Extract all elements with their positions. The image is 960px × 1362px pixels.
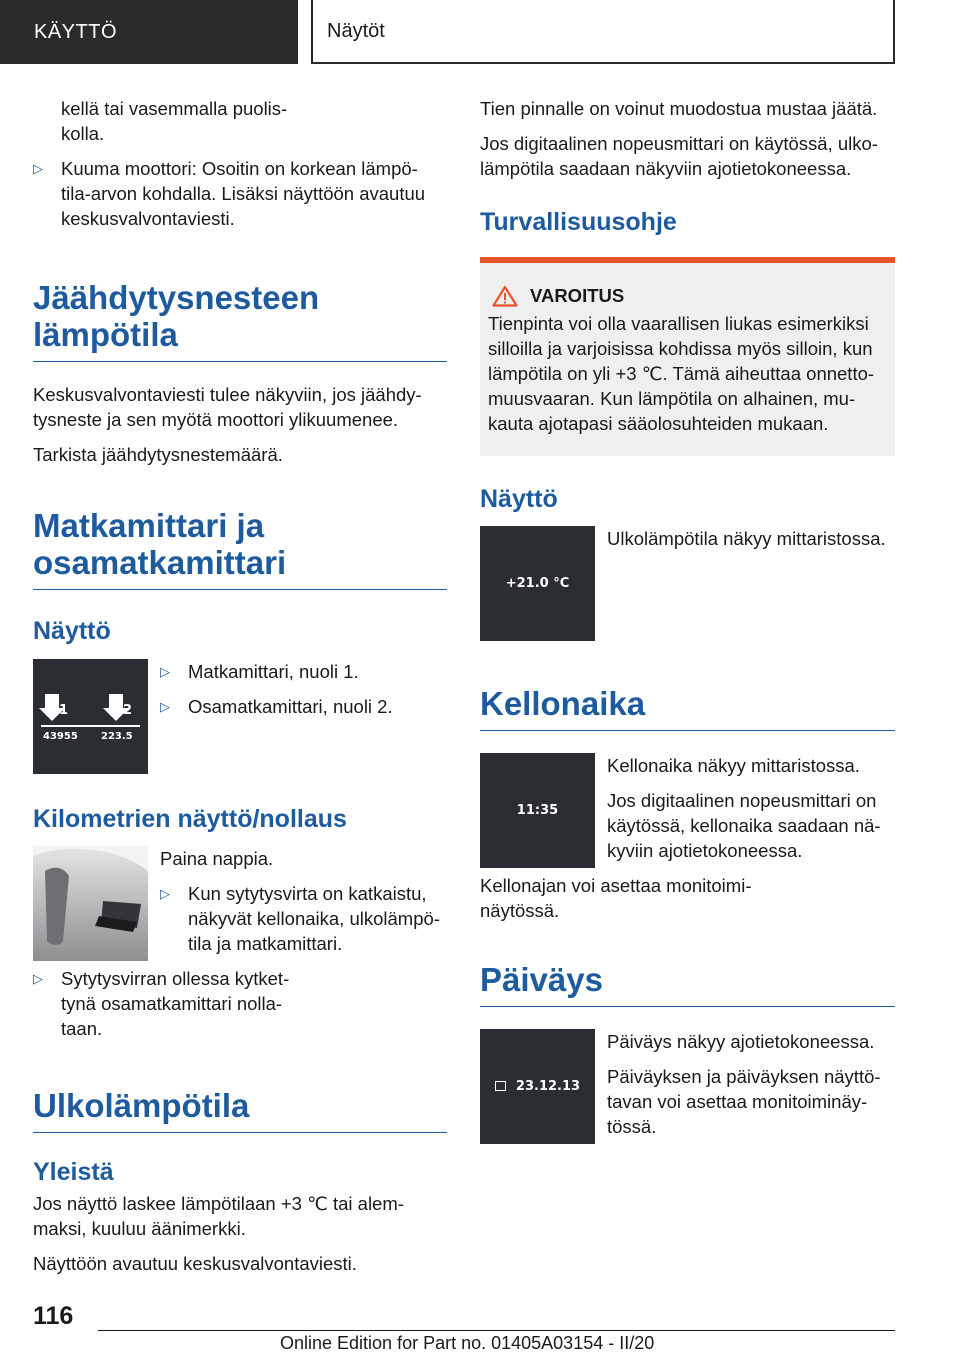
- list-item: [33, 966, 447, 1041]
- header-section-label: KÄYTTÖ: [34, 20, 118, 43]
- safety-subheading: Turvallisuusohje: [480, 208, 677, 236]
- clock-block: [480, 753, 895, 933]
- list-item-text: Kuuma moottori: Osoitin on korkean lämpö- tila-arvon kohdalla. Lisäksi näyttöön avautuu keskusvalvontaviesti.: [61, 158, 426, 229]
- list-item: [33, 156, 447, 231]
- warning-box: [480, 257, 895, 456]
- display-paragraph: Ulkolämpötila näkyy mittaristossa.: [607, 528, 886, 549]
- coolant-paragraph: Keskusvalvontaviesti tulee näkyviin, jos jäähdy- tysneste ja sen myötä moottori ylikuumenee.: [33, 384, 422, 430]
- display-subheading: Näyttö: [480, 485, 558, 513]
- ice-paragraph: Tien pinnalle on voinut muodostua mustaa jäätä.: [480, 98, 878, 119]
- date-paragraph: Päiväys näkyy ajotietokoneessa.: [607, 1031, 875, 1052]
- reset-subheading: Kilometrien näyttö/nollaus: [33, 805, 347, 833]
- odometer-value: 43955: [43, 731, 78, 742]
- warning-title: VAROITUS: [530, 285, 625, 306]
- arrow-1-label: 1: [59, 703, 69, 718]
- clock-heading: Kellonaika: [480, 685, 895, 731]
- left-column: [33, 96, 447, 1286]
- date-image: [480, 1029, 595, 1144]
- trip-value: 223.5: [101, 731, 133, 742]
- header-section-tab: [0, 0, 298, 64]
- outside-paragraph: Näyttöön avautuu keskusvalvontaviesti.: [33, 1253, 357, 1274]
- clock-paragraph: Kellonajan voi asettaa monitoimi- näytössä.: [480, 875, 752, 921]
- triangle-bullet-icon: ▷: [160, 699, 170, 714]
- warning-text: Tienpinta voi olla vaarallisen liukas esimerkiksi silloilla ja varjoisissa kohdissa myös silloin, kun lämpötila on yli +3 ℃. Tämä aiheuttaa onnetto- muusvaaran. Kun lämpötila on alhainen, mu- kauta ajotapasi sääolosuhteiden mukaan.: [488, 313, 875, 434]
- coolant-paragraph: Tarkista jäähdytysnestemäärä.: [33, 444, 283, 465]
- display-block: [480, 526, 895, 641]
- reset-block: [33, 846, 447, 1051]
- header-chapter-tab: [311, 0, 895, 64]
- triangle-bullet-icon: ▷: [33, 161, 43, 176]
- digital-speedo-paragraph: Jos digitaalinen nopeusmittari on käytössä, ulko- lämpötila saadaan näkyviin ajotietokoneessa.: [480, 133, 878, 179]
- reset-button-image: [33, 846, 148, 961]
- list-item-text: Osamatkamittari, nuoli 2.: [188, 696, 393, 717]
- trip-display-block: [33, 659, 447, 774]
- outside-temp-heading: Ulkolämpötila: [33, 1087, 447, 1133]
- list-item: [160, 694, 447, 719]
- outside-temp-readout: +21.0 °C: [505, 576, 570, 591]
- header-chapter-label: Näytöt: [327, 19, 385, 42]
- outside-temp-image: [480, 526, 595, 641]
- list-item-text: Matkamittari, nuoli 1.: [188, 661, 359, 682]
- page-number: 116: [33, 1302, 74, 1330]
- footer-edition: Online Edition for Part no. 01405A03154 - II/20: [280, 1333, 655, 1353]
- date-paragraph: Päiväyksen ja päiväyksen näyttö- tavan voi asettaa monitoiminäy- tössä.: [607, 1066, 881, 1137]
- date-heading: Päiväys: [480, 961, 895, 1007]
- trip-meter-image: [33, 659, 148, 774]
- triangle-bullet-icon: ▷: [33, 971, 43, 986]
- list-item: [160, 659, 447, 684]
- clock-readout: 11:35: [516, 803, 559, 818]
- list-item: [160, 881, 447, 956]
- footer-rule: [98, 1330, 895, 1331]
- triangle-bullet-icon: ▷: [160, 886, 170, 901]
- calendar-icon: [495, 1081, 506, 1091]
- reset-paragraph: Paina nappia.: [160, 848, 274, 869]
- list-item-text: Sytytysvirran ollessa kytket- tynä osamatkamittari nolla- taan.: [61, 968, 290, 1039]
- list-item-text: Kun sytytysvirta on katkaistu, näkyvät kellonaika, ulkolämpö- tila ja matkamittari.: [188, 883, 440, 954]
- reset-button-graphic: [33, 846, 148, 961]
- date-readout-row: [480, 1079, 595, 1094]
- trip-display-subheading: Näyttö: [33, 617, 111, 645]
- right-column: [480, 96, 895, 1149]
- coolant-heading: Jäähdytysnesteen lämpötila: [33, 279, 447, 362]
- date-readout: 23.12.13: [515, 1079, 581, 1094]
- outside-general-subheading: Yleistä: [33, 1158, 114, 1186]
- clock-image: [480, 753, 595, 868]
- arrow-2-label: 2: [123, 703, 133, 718]
- continued-text: kellä tai vasemmalla puolis- kolla.: [61, 98, 288, 144]
- trip-heading: Matkamittari ja osamatkamittari: [33, 507, 447, 590]
- clock-paragraph: Kellonaika näkyy mittaristossa.: [607, 755, 860, 776]
- clock-paragraph: Jos digitaalinen nopeusmittari on käytössä, kellonaika saadaan nä- kyviin ajotietokoneessa.: [607, 790, 881, 861]
- outside-paragraph: Jos näyttö laskee lämpötilaan +3 ℃ tai alem- maksi, kuuluu äänimerkki.: [33, 1193, 404, 1239]
- triangle-bullet-icon: ▷: [160, 664, 170, 679]
- warning-title-row: [488, 285, 881, 307]
- warning-triangle-icon: [492, 285, 518, 307]
- date-block: [480, 1029, 895, 1149]
